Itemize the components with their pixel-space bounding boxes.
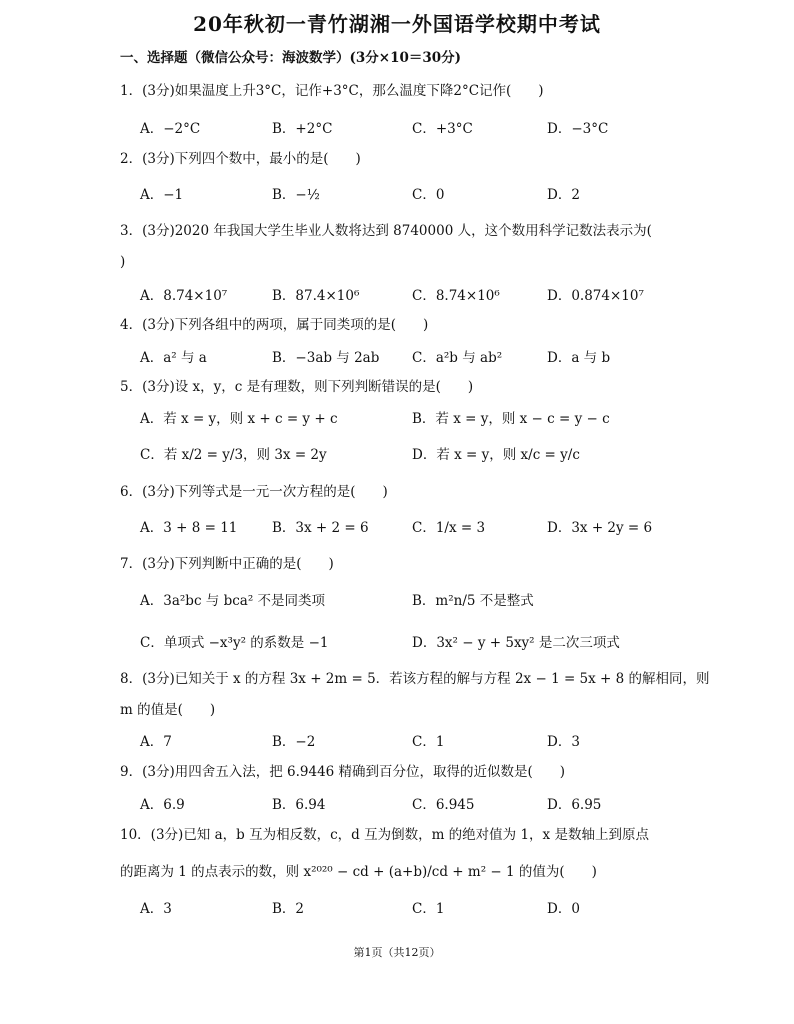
option-a: A．6.9 [140,797,185,813]
question-text: 下列各组中的两项，属于同类项的是( ) [174,317,429,333]
option-c: C．1 [412,901,445,917]
option-a: A．7 [140,734,172,750]
question-number: 6．(3分) [120,484,175,500]
option-a: A．−1 [140,187,184,203]
option-b: B．3x + 2 = 6 [272,520,369,536]
option-d: D．3 [547,734,580,750]
question-5 [120,378,473,396]
question-text: 已知关于 x 的方程 3x + 2m = 5．若该方程的解与方程 2x − 1 = 5x + 8 的解相同，则 [174,671,710,687]
option-a: A．3 + 8 = 11 [140,520,238,536]
question-number: 1．(3分) [120,83,175,99]
option-c: C．若 x/2 = y/3，则 3x = 2y [140,447,327,463]
question-text-continued: ) [120,254,126,270]
option-c: C．0 [412,187,445,203]
option-c: C．+3°C [412,121,473,137]
option-d: D．2 [547,187,580,203]
question-number: 9．(3分) [120,764,175,780]
question-text: 设 x，y，c 是有理数，则下列判断错误的是( ) [174,379,474,395]
question-text: 如果温度上升3°C，记作+3°C，那么温度下降2°C记作( ) [174,83,544,99]
question-text: 下列等式是一元一次方程的是( ) [174,484,388,500]
question-text: 下列判断中正确的是( ) [174,556,334,572]
question-text: 用四舍五入法，把 6.9446 精确到百分位，取得的近似数是( ) [174,764,566,780]
option-b: B．2 [272,901,305,917]
option-d: D．0 [547,901,580,917]
question-number: 3．(3分) [120,223,175,239]
question-number: 2．(3分) [120,151,175,167]
option-b: B．6.94 [272,797,326,813]
question-10 [120,826,649,844]
question-text: 已知 a，b 互为相反数，c，d 互为倒数，m 的绝对值为 1，x 是数轴上到原点 [183,827,649,843]
question-number: 8．(3分) [120,671,175,687]
page-title: 20年秋初一青竹湖湘一外国语学校期中考试 [193,12,601,36]
option-d: D．a 与 b [547,350,611,366]
question-number: 7．(3分) [120,556,175,572]
option-c: C．8.74×10⁶ [412,288,500,304]
question-text-continued: 的距离为 1 的点表示的数，则 x²⁰²⁰ − cd + (a+b)/cd + m² − 1 的值为( ) [120,864,597,880]
option-a: A．3 [140,901,172,917]
option-b: B．+2°C [272,121,333,137]
question-2 [120,150,361,168]
question-text: 下列四个数中，最小的是( ) [174,151,361,167]
question-text-continued: m 的值是( ) [120,702,216,718]
option-d: D．0.874×10⁷ [547,288,644,304]
option-b: B．若 x = y，则 x − c = y − c [412,411,610,427]
option-c: C．单项式 −x³y² 的系数是 −1 [140,635,329,651]
option-d: D．6.95 [547,797,602,813]
question-9 [120,763,565,781]
option-c: C．6.945 [412,797,475,813]
question-number: 4．(3分) [120,317,175,333]
option-b: B．m²n/5 不是整式 [412,593,534,609]
option-a: A．若 x = y，则 x + c = y + c [140,411,338,427]
option-a: A．−2°C [140,121,201,137]
question-4 [120,316,428,334]
option-a: A．8.74×10⁷ [140,288,228,304]
option-b: B．−3ab 与 2ab [272,350,380,366]
option-c: C．a²b 与 ab² [412,350,503,366]
question-3 [120,222,652,240]
option-d: D．−3°C [547,121,609,137]
option-c: C．1 [412,734,445,750]
option-c: C．1/x = 3 [412,520,486,536]
question-6 [120,483,388,501]
option-d: D．若 x = y，则 x/c = y/c [412,447,580,463]
option-d: D．3x² − y + 5xy² 是二次三项式 [412,635,620,651]
section-heading: 一、选择题（微信公众号：海波数学）(3分×10＝30分) [120,50,462,66]
question-7 [120,555,334,573]
option-a: A．3a²bc 与 bca² 不是同类项 [140,593,326,609]
question-number: 10．(3分) [120,827,184,843]
option-d: D．3x + 2y = 6 [547,520,653,536]
question-1 [120,82,544,100]
option-b: B．87.4×10⁶ [272,288,360,304]
option-b: B．−2 [272,734,316,750]
question-number: 5．(3分) [120,379,175,395]
question-8 [120,670,710,688]
option-b: B．−½ [272,187,320,203]
question-text: 2020 年我国大学生毕业人数将达到 8740000 人，这个数用科学记数法表示为( [174,223,652,239]
page-footer: 第1页（共12页） [353,946,441,959]
option-a: A．a² 与 a [140,350,207,366]
